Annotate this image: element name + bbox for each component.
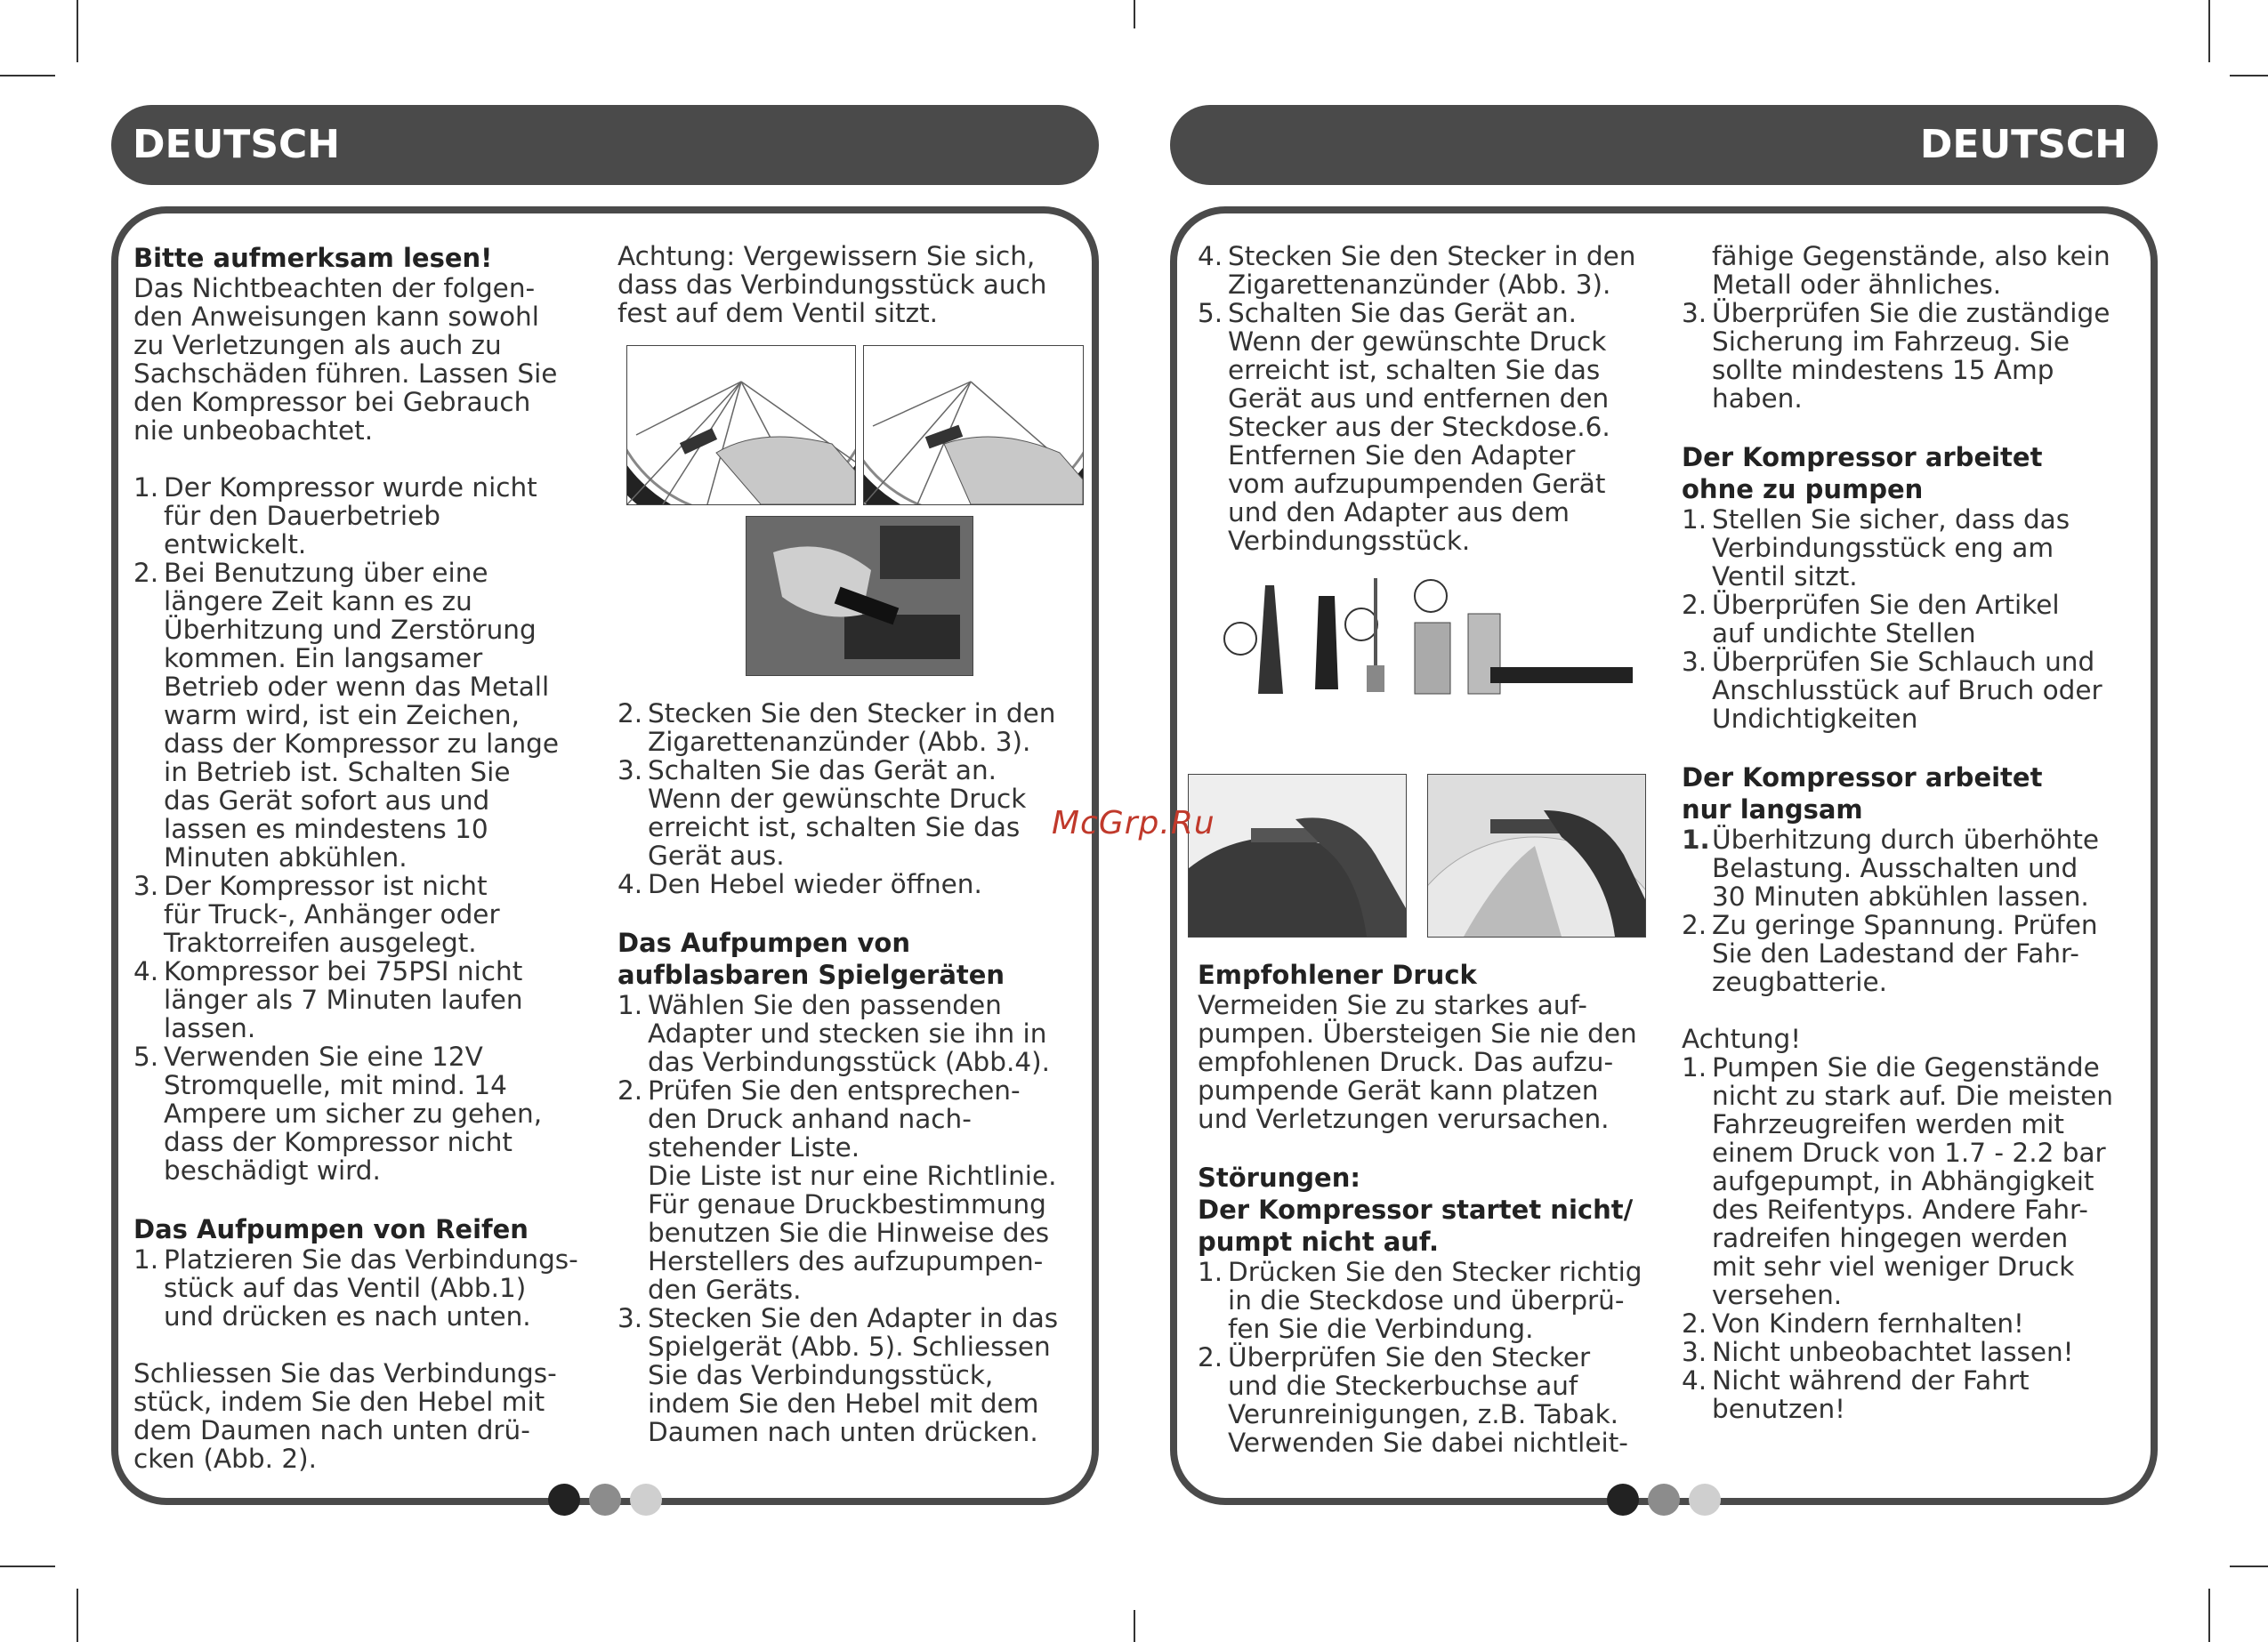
list-item: 3. Stecken Sie den Adapter in das Spielgerät (Abb. 5). Schliessen Sie das Verbindungsstück, indem Sie den Hebel mit dem Daumen nach unten drücken.	[617, 1303, 1059, 1447]
numbered-list	[133, 1245, 587, 1331]
section-heading: Das Aufpumpen von Reifen	[133, 1214, 529, 1244]
right-column-2	[1682, 242, 2144, 1423]
adapters-illustration	[1219, 569, 1637, 703]
list-item: 2. Von Kindern fernhalten!	[1682, 1308, 2024, 1339]
crop-mark	[0, 75, 55, 76]
list-item: 1. Pumpen Sie die Gegenstände nicht zu stark auf. Die meisten Fahrzeugreifen werden mit einem Druck von 1.7 - 2.2 bar aufgepumpt, in Abhängigkeit des Reifentyps. Andere Fahr- radreifen hingegen werden mit sehr viel weniger Druck versehen.	[1682, 1052, 2113, 1310]
list-item: 3. Nicht unbeobachtet lassen!	[1682, 1337, 2074, 1367]
attention-heading: Achtung!	[1682, 1024, 1802, 1054]
dot-light	[1689, 1484, 1721, 1516]
text-block: Schliessen Sie das Verbindungs- stück, indem Sie den Hebel mit dem Daumen nach unten drü- cken (Abb. 2).	[133, 1358, 557, 1474]
numbered-list	[617, 699, 1089, 898]
list-item: 2. Stecken Sie den Stecker in den Zigarettenanzünder (Abb. 3).	[617, 698, 1056, 757]
crop-mark	[0, 1566, 55, 1567]
section-heading: Empfohlener Druck	[1198, 960, 1477, 990]
numbered-list	[1682, 825, 2144, 996]
page-header-right: DEUTSCH	[1170, 105, 2158, 185]
list-item: 4. Stecken Sie den Stecker in den Zigarettenanzünder (Abb. 3).	[1198, 241, 1636, 300]
list-item: 4. Den Hebel wieder öffnen.	[617, 869, 982, 899]
dot-mid	[589, 1484, 621, 1516]
dot-dark	[548, 1484, 580, 1516]
list-item: 3. Überprüfen Sie Schlauch und Anschlusstück auf Bruch oder Undichtigkeiten	[1682, 647, 2103, 734]
numbered-list	[617, 991, 1089, 1446]
list-item: 2. Zu geringe Spannung. Prüfen Sie den Ladestand der Fahr- zeugbatterie.	[1682, 910, 2098, 997]
text-block: fähige Gegenstände, also kein Metall oder ähnliches.	[1712, 241, 2111, 300]
list-item: 1. Wählen Sie den passenden Adapter und stecken sie ihn in das Verbindungsstück (Abb.4).	[617, 990, 1051, 1077]
text-block: Das Nichtbeachten der folgen- den Anweisungen kann sowohl zu Verletzungen als auch zu Sachschäden führen. Lassen Sie den Kompressor bei Gebrauch nie unbeobachtet.	[133, 273, 558, 446]
photo-cigarette-lighter	[746, 516, 973, 676]
left-column-1	[133, 242, 587, 1473]
list-item: 2. Überprüfen Sie den Artikel auf undichte Stellen	[1682, 590, 2060, 648]
list-item: 3. Überprüfen Sie die zuständige Sicherung im Fahrzeug. Sie sollte mindestens 15 Amp haben.	[1682, 298, 2111, 414]
crop-mark	[1134, 0, 1135, 28]
list-item: 2. Prüfen Sie den entsprechen- den Druck anhand nach- stehender Liste. Die Liste ist nur eine Richtlinie. Für genaue Druckbestimmung benutzen Sie die Hinweise des Herstellers des aufzupumpen- den Geräts.	[617, 1075, 1057, 1305]
crop-mark	[1134, 1610, 1135, 1642]
numbered-list	[1682, 1053, 2144, 1423]
crop-mark	[2230, 75, 2268, 76]
photo-valve-attach	[626, 345, 856, 505]
photo-beach-ball-inflate	[1427, 774, 1646, 938]
photo-lever-press	[863, 345, 1084, 505]
list-item: 1. Drücken Sie den Stecker richtig in die Steckdose und überprü- fen Sie die Verbindung.	[1198, 1257, 1642, 1344]
section-heading: Der Kompressor arbeitet nur langsam	[1682, 762, 2043, 825]
crop-mark	[77, 0, 78, 62]
dot-dark	[1607, 1484, 1639, 1516]
page-dots-right	[1607, 1484, 1721, 1516]
section-heading: Bitte aufmerksam lesen!	[133, 243, 493, 273]
numbered-list	[1682, 505, 2144, 733]
list-item: 3. Schalten Sie das Gerät an. Wenn der gewünschte Druck erreicht ist, schalten Sie das Gerät aus.	[617, 755, 1027, 871]
section-heading: Störungen: Der Kompressor startet nicht/ pumpt nicht auf.	[1198, 1163, 1634, 1257]
page-dots-left	[548, 1484, 662, 1516]
list-item: 2. Bei Benutzung über eine längere Zeit kann es zu Überhitzung und Zerstörung kommen. Ein langsamer Betrieb oder wenn das Metall warm wird, ist ein Zeichen, dass der Kompressor zu lange in Betrieb ist. Schalten Sie das Gerät sofort aus und lassen es mindestens 10 Minuten abkühlen.	[133, 558, 560, 873]
crop-mark	[2208, 0, 2210, 62]
numbered-list	[1198, 242, 1669, 555]
watermark: McGrp.Ru	[1052, 805, 1215, 841]
list-item: 5. Schalten Sie das Gerät an. Wenn der gewünschte Druck erreicht ist, schalten Sie das Gerät aus und entfernen den Stecker aus der Steckdose.6. Entfernen Sie den Adapter vom aufzupumpenden Gerät und den Adapter aus dem Verbindungsstück.	[1198, 298, 1610, 556]
list-item: 1. Platzieren Sie das Verbindungs- stück auf das Ventil (Abb.1) und drücken es nach unten.	[133, 1244, 578, 1332]
list-item: 1. Der Kompressor wurde nicht für den Dauerbetrieb entwickelt.	[133, 472, 537, 559]
list-item: 1. Überhitzung durch überhöhte Belastung. Ausschalten und 30 Minuten abkühlen lassen.	[1682, 825, 2100, 912]
list-item: 3. Der Kompressor ist nicht für Truck-, Anhänger oder Traktorreifen ausgelegt.	[133, 871, 500, 958]
crop-mark	[77, 1589, 78, 1642]
text-block: Vermeiden Sie zu starkes auf- pumpen. Übersteigen Sie nie den empfohlenen Druck. Das aufzu- pumpende Gerät kann platzen und Verletzungen verursachen.	[1198, 990, 1637, 1134]
list-item: 1. Stellen Sie sicher, dass das Verbindungsstück eng am Ventil sitzt.	[1682, 504, 2070, 592]
list-item: 2. Überprüfen Sie den Stecker und die Steckerbuchse auf Verunreinigungen, z.B. Tabak. Verwenden Sie dabei nichtleit-	[1198, 1342, 1628, 1458]
crop-mark	[2230, 1566, 2268, 1567]
page-header-left: DEUTSCH	[111, 105, 1099, 185]
numbered-list	[1198, 1258, 1669, 1457]
text-block: Achtung: Vergewissern Sie sich, dass das Verbindungsstück auch fest auf dem Ventil sitzt.	[617, 241, 1047, 328]
dot-mid	[1648, 1484, 1680, 1516]
list-item: 5. Verwenden Sie eine 12V Stromquelle, mit mind. 14 Ampere um sicher zu gehen, dass der Kompressor nicht beschädigt wird.	[133, 1042, 543, 1186]
section-heading: Das Aufpumpen von aufblasbaren Spielgeräten	[617, 928, 1005, 990]
numbered-list	[1682, 299, 2144, 413]
dot-light	[630, 1484, 662, 1516]
list-item: 4. Nicht während der Fahrt benutzen!	[1682, 1365, 2030, 1424]
section-heading: Der Kompressor arbeitet ohne zu pumpen	[1682, 442, 2043, 504]
numbered-list	[133, 473, 587, 1185]
photo-ball-inflate	[1188, 774, 1407, 938]
crop-mark	[2208, 1589, 2210, 1642]
list-item: 4. Kompressor bei 75PSI nicht länger als 7 Minuten laufen lassen.	[133, 956, 523, 1043]
